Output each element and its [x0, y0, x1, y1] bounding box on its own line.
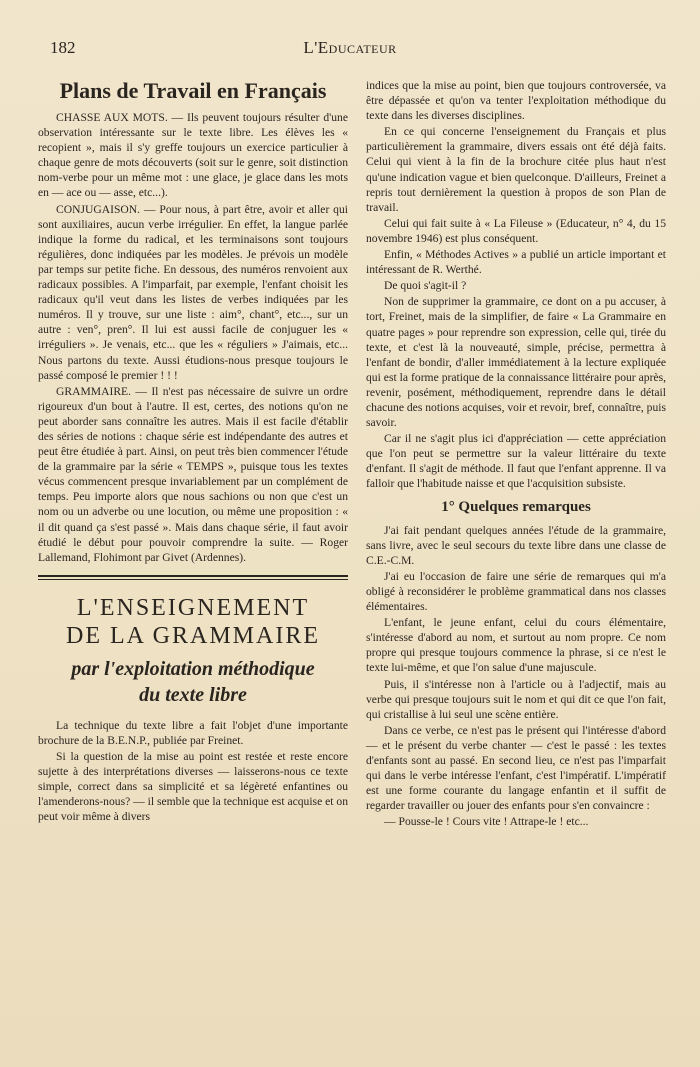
paragraph-question: De quoi s'agit-il ? — [384, 279, 467, 293]
article-subtitle-line-2: du texte libre — [139, 683, 247, 706]
paragraph-mise-au-point: Si la question de la mise au point est restée et reste encore sujette à des interprétations diverses — laisserons-nous ce texte simple, correct dans sa simplicité et sa légèreté enfantines ou l'amenderons-nous? — il semble que la technique est acquise et on peut voir même à divers — [38, 750, 348, 824]
paragraph-intro: La technique du texte libre a fait l'objet d'une importante brochure de la B.E.N.P., publiée par Freinet. — [38, 718, 348, 747]
subheading-remarques: 1° Quelques remarques — [441, 498, 591, 515]
paragraph-nom: L'enfant, le jeune enfant, celui du cours élémentaire, s'intéresse d'abord au nom, et surtout au nom propre. Ce nom propre qui presque toujours commence la phrase, si ce n'est le texte lui-même, et que l'on salue d'une majuscule. — [366, 616, 666, 675]
right-column — [366, 78, 666, 831]
paragraph-supprimer: Non de supprimer la grammaire, ce dont on a pu accuser, à tort, Freinet, mais de la simplifier, de faire « La Grammaire en quatre pages » pour reprendre son expression, celle qui, tirée du texte, et c'est là la nouveauté, simple, précise, permettra à l'enfant de bondir, d'aller immédiatement à la lecture expliquée qui est la forme pratique de la connaissance littéraire pour après, revenir, posément, méthodiquement, reprendre dans le détail chacune des notions acquises, voir et revoir, bref, connaître, puis savoir. — [366, 295, 666, 430]
article-title-line-1: L'ENSEIGNEMENT — [76, 594, 310, 621]
paragraph-appreciation: Car il ne s'agit plus ici d'appréciation — cette appréciation que l'on peut se permettre sur la valeur littéraire du texte d'enfant. Il s'agit de méthode. Il faut que l'enfant apprenne. Il va falloir que l'habitude naisse et que l'acquisition subsiste. — [366, 432, 666, 491]
paragraph-conjugaison: CONJUGAISON. — Pour nous, à part être, avoir et aller qui sont auxiliaires, aucun verbe irrégulier. En effet, la langue parlée indique la forme du radical, et les terminaisons sont toujours régulières, donc indiquées par les modèles. Je prévois un modèle par temps sur petite fiche. En dessous, des numéros renvoient aux radicaux possibles. A l'imparfait, par exemple, l'enfant choisit les radicaux qu'il veut dans les listes de verbes indiquées par les numéros. Il y trouve, sur une liste : aim°, chant°, etc..., sur un autre : ven°, pren°. Il lui est aussi facile de conjuguer les « irréguliers ». Je venais, etc... que les « réguliers » J'aimais, etc... Nous partons du texte. Aussi étudions-nous presque toujours le passé composé le premier ! ! ! — [38, 202, 348, 382]
paragraph-remarques-1: J'ai fait pendant quelques années l'étude de la grammaire, sans livre, avec le seul secours du texte libre dans une classe de C.E.-C.M. — [366, 523, 666, 567]
paragraph-remarques-2: J'ai eu l'occasion de faire une série de remarques qui m'a obligé à reconsidérer le problème grammatical dans nos classes élémentaires. — [366, 569, 666, 614]
article-subtitle — [38, 656, 348, 708]
running-title: L'Educateur — [303, 38, 397, 57]
paragraph-passe: Dans ce verbe, ce n'est pas le présent qui l'intéresse d'abord — et le présent du verbe chanter — c'est le passé : les textes d'enfants sont au passé. En second lieu, ce n'est pas l'imparfait qui dans le verbe intéresse l'enfant, c'est l'impératif. L'impératif est une forme courante du langage enfantin et il suffit de regarder travailler ou jouer des enfants pour s'en convaincre : — [366, 723, 666, 813]
page-header — [48, 38, 652, 64]
article-subtitle-line-1: par l'exploitation méthodique — [71, 657, 315, 680]
paragraph-verbe: Puis, il s'intéresse non à l'article ou à l'adjectif, mais au verbe qui presque toujours suit le nom et qui dit ce que l'on fait, qui cristallise à lui seul une scène entière. — [366, 677, 666, 721]
article-title — [38, 594, 348, 650]
left-column — [38, 76, 348, 825]
section-title: Plans de Travail en Français — [59, 78, 327, 103]
paragraph-enseignement: En ce qui concerne l'enseignement du Français et plus particulièrement la grammaire, divers essais ont été déjà faits. Celui qui vient à la fin de la brochure citée plus haut n'est qu'une indication vague et bien quelconque. D'ailleurs, Freinet a repris tout dernièrement la question à propos de son Plan de travail. — [366, 125, 666, 214]
paragraph-grammaire: GRAMMAIRE. — Il n'est pas nécessaire de suivre un ordre rigoureux d'un bout à l'autre. Il est, certes, des notions qu'on ne peut aborder sans connaître les autres. Mais il est facile d'établir des séries de notions : chaque série est indépendante des autres et peut être étudiée à part. Ainsi, on peut très bien commencer l'étude de la grammaire par la série « TEMPS », puisque tous les textes vécus commencent presque invariablement par un complément de temps. Peu importe alors que nous sachions ou non que c'est un nom ou un adverbe ou une locution, ou même une proposition : « il dit quand ça s'est passé ». Mais dans chaque série, il faut avoir étudié le début pour pouvoir comprendre la suite. — Roger Lallemand, Flohimont par Givet (Ardennes). — [38, 384, 348, 564]
paragraph-fileuse: Celui qui fait suite à « La Fileuse » (Educateur, n° 4, du 15 novembre 1946) est plus conséquent. — [366, 216, 666, 245]
section-divider — [38, 575, 348, 580]
article-title-line-2: DE LA GRAMMAIRE — [65, 622, 320, 649]
paragraph-exemples: — Pousse-le ! Cours vite ! Attrape-le ! etc... — [384, 815, 589, 829]
paragraph-methodes-actives: Enfin, « Méthodes Actives » a publié un article important et intéressant de R. Werthé. — [366, 248, 666, 277]
paragraph-chasse-aux-mots: CHASSE AUX MOTS. — Ils peuvent toujours résulter d'une observation intéressante sur le texte libre. Les élèves les « recopient », mais il s'y greffe toujours un exercice particulier à chaque genre de mots découverts (soit sur le genre, soit distinction nom-verbe pour un même mot : une glace, je glace dans les mots en — ace ou — asse, etc...). — [38, 111, 348, 200]
page-number: 182 — [50, 38, 76, 57]
paragraph-continued: indices que la mise au point, bien que toujours controversée, va être dépassée et qu'on va tenter l'exploitation méthodique du texte dans les diverses disciplines. — [366, 79, 666, 123]
